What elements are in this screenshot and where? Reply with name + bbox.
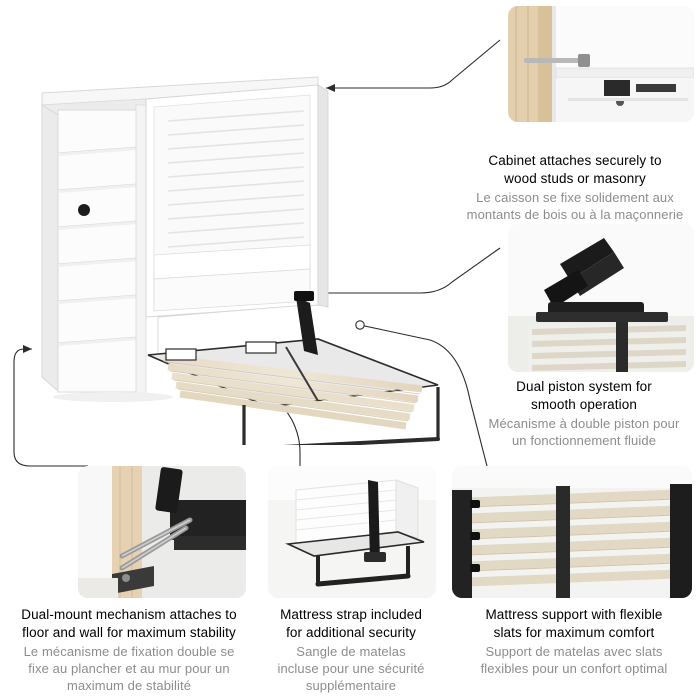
detail-photo-dual-mount xyxy=(78,466,246,598)
callout-fr-dual-piston: Mécanisme à double piston pour un fonctionnement fluide xyxy=(488,415,680,448)
detail-photo-slats xyxy=(452,466,692,598)
callout-text-cabinet-attaches xyxy=(452,152,698,223)
callout-fr-mattress-support: Support de matelas avec slats flexibles pour un confort optimal xyxy=(480,643,668,676)
callout-text-dual-piston xyxy=(470,378,698,449)
callout-fr-dual-mount: Le mécanisme de fixation double se fixe au plancher et au mur pour un maximum de stabilité xyxy=(23,643,235,693)
callout-en-mattress-strap: Mattress strap included for additional security xyxy=(280,607,422,640)
detail-photo-wall-anchor xyxy=(508,6,694,122)
callout-fr-mattress-strap: Sangle de matelas incluse pour une sécurité supplémentaire xyxy=(277,643,425,693)
callout-en-cabinet-attaches: Cabinet attaches securely to wood studs or masonry xyxy=(488,153,662,186)
callout-en-mattress-support: Mattress support with flexible slats for maximum comfort xyxy=(485,607,663,640)
murphy-bed-svg xyxy=(18,55,478,445)
detail-photo-strap xyxy=(268,466,436,598)
detail-photo-piston xyxy=(508,224,694,372)
callout-en-dual-piston: Dual piston system for smooth operation xyxy=(516,379,652,412)
callout-fr-cabinet-attaches: Le caisson se fixe solidement aux montants de bois ou à la maçonnerie xyxy=(466,189,684,222)
callout-text-dual-mount xyxy=(8,606,250,694)
callout-text-mattress-support xyxy=(452,606,696,677)
callout-en-dual-mount: Dual-mount mechanism attaches to floor and wall for maximum stability xyxy=(21,607,237,640)
murphy-bed-illustration xyxy=(18,55,478,445)
callout-text-mattress-strap xyxy=(260,606,442,694)
